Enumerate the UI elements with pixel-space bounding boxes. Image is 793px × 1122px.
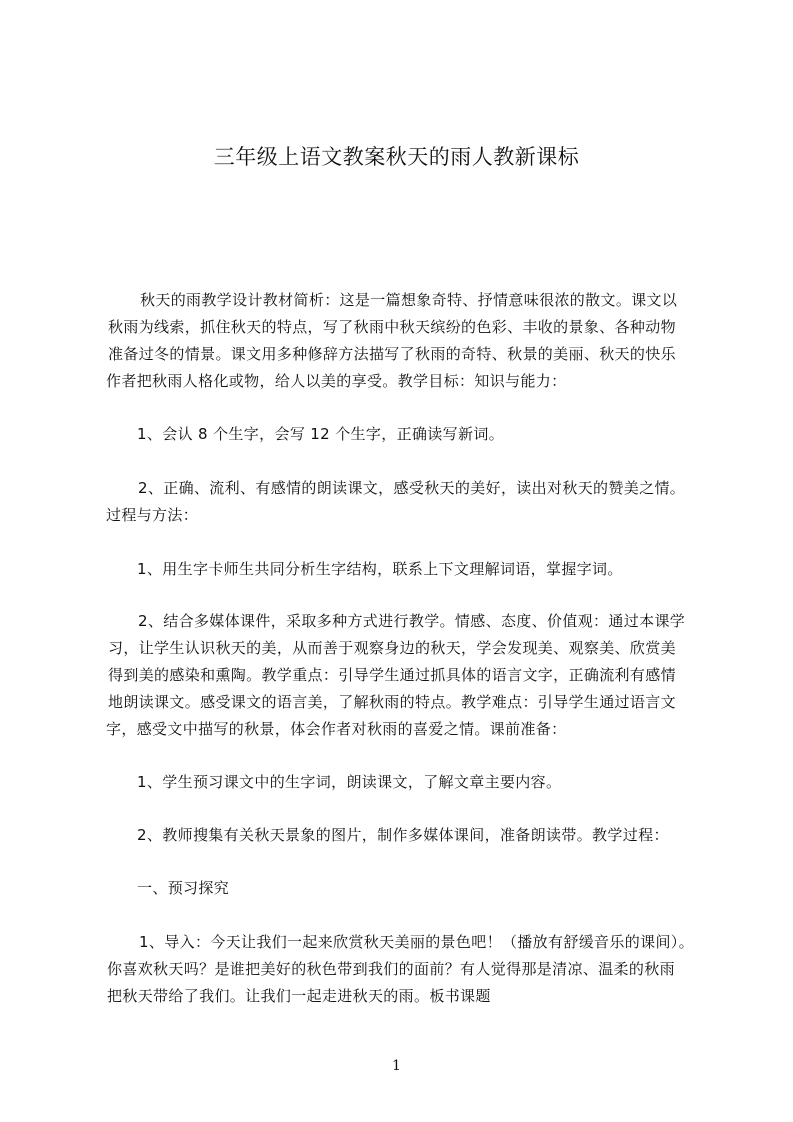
page-number: 1 — [392, 1058, 401, 1074]
paragraph-6-line-1: 1、学生预习课文中的生字词，朗读课文，了解文章主要内容。 — [137, 773, 562, 791]
paragraph-9-line-2: 你喜欢秋天吗？是谁把美好的秋色带到我们的面前？有人觉得那是清凉、温柔的秋雨 — [107, 960, 675, 978]
document-title: 三年级上语文教案秋天的雨人教新课标 — [213, 145, 580, 169]
paragraph-5-line-4: 地朗读课文。感受课文的语言美，了解秋雨的特点。教学难点：引导学生通过语言文 — [108, 693, 676, 711]
paragraph-3-line-2: 过程与方法： — [106, 506, 199, 524]
paragraph-9-line-1: 1、导入：今天让我们一起来欣赏秋天美丽的景色吧！（播放有舒缓音乐的课间）。 — [139, 933, 694, 951]
paragraph-5-line-3: 得到美的感染和熏陶。教学重点：引导学生通过抓具体的语言文字，正确流利有感情 — [108, 666, 676, 684]
paragraph-5-line-2: 习，让学生认识秋天的美，从而善于观察身边的秋天，学会发现美、观察美、欣赏美 — [108, 639, 676, 657]
section-heading-preview: 一、预习探究 — [137, 879, 230, 897]
paragraph-9-line-3: 把秋天带给了我们。让我们一起走进秋天的雨。板书课题 — [107, 987, 491, 1005]
paragraph-1-line-4: 作者把秋雨人格化或物，给人以美的享受。教学目标：知识与能力： — [106, 372, 567, 390]
paragraph-5-line-1: 2、结合多媒体课件，采取多种方式进行教学。情感、态度、价值观：通过本课学 — [138, 612, 686, 630]
paragraph-1-line-1: 秋天的雨教学设计教材简析：这是一篇想象奇特、抒情意味很浓的散文。课文以 — [140, 291, 678, 309]
paragraph-4-line-1: 1、用生字卡师生共同分析生字结构，联系上下文理解词语，掌握字词。 — [137, 560, 623, 578]
paragraph-5-line-5: 字，感受文中描写的秋景，体会作者对秋雨的喜爱之情。课前准备： — [106, 720, 567, 738]
paragraph-3-line-1: 2、正确、流利、有感情的朗读课文，感受秋天的美好，读出对秋天的赞美之情。 — [138, 479, 686, 497]
paragraph-2-line-1: 1、会认 8 个生字，会写 12 个生字，正确读写新词。 — [137, 425, 505, 443]
paragraph-7-line-1: 2、教师搜集有关秋天景象的图片，制作多媒体课间，准备朗读带。教学过程： — [137, 826, 669, 844]
paragraph-1-line-3: 准备过冬的情景。课文用多种修辞方法描写了秋雨的奇特、秋景的美丽、秋天的快乐 — [108, 345, 676, 363]
paragraph-1-line-2: 秋雨为线索，抓住秋天的特点，写了秋雨中秋天缤纷的色彩、丰收的景象、各种动物 — [108, 318, 676, 336]
